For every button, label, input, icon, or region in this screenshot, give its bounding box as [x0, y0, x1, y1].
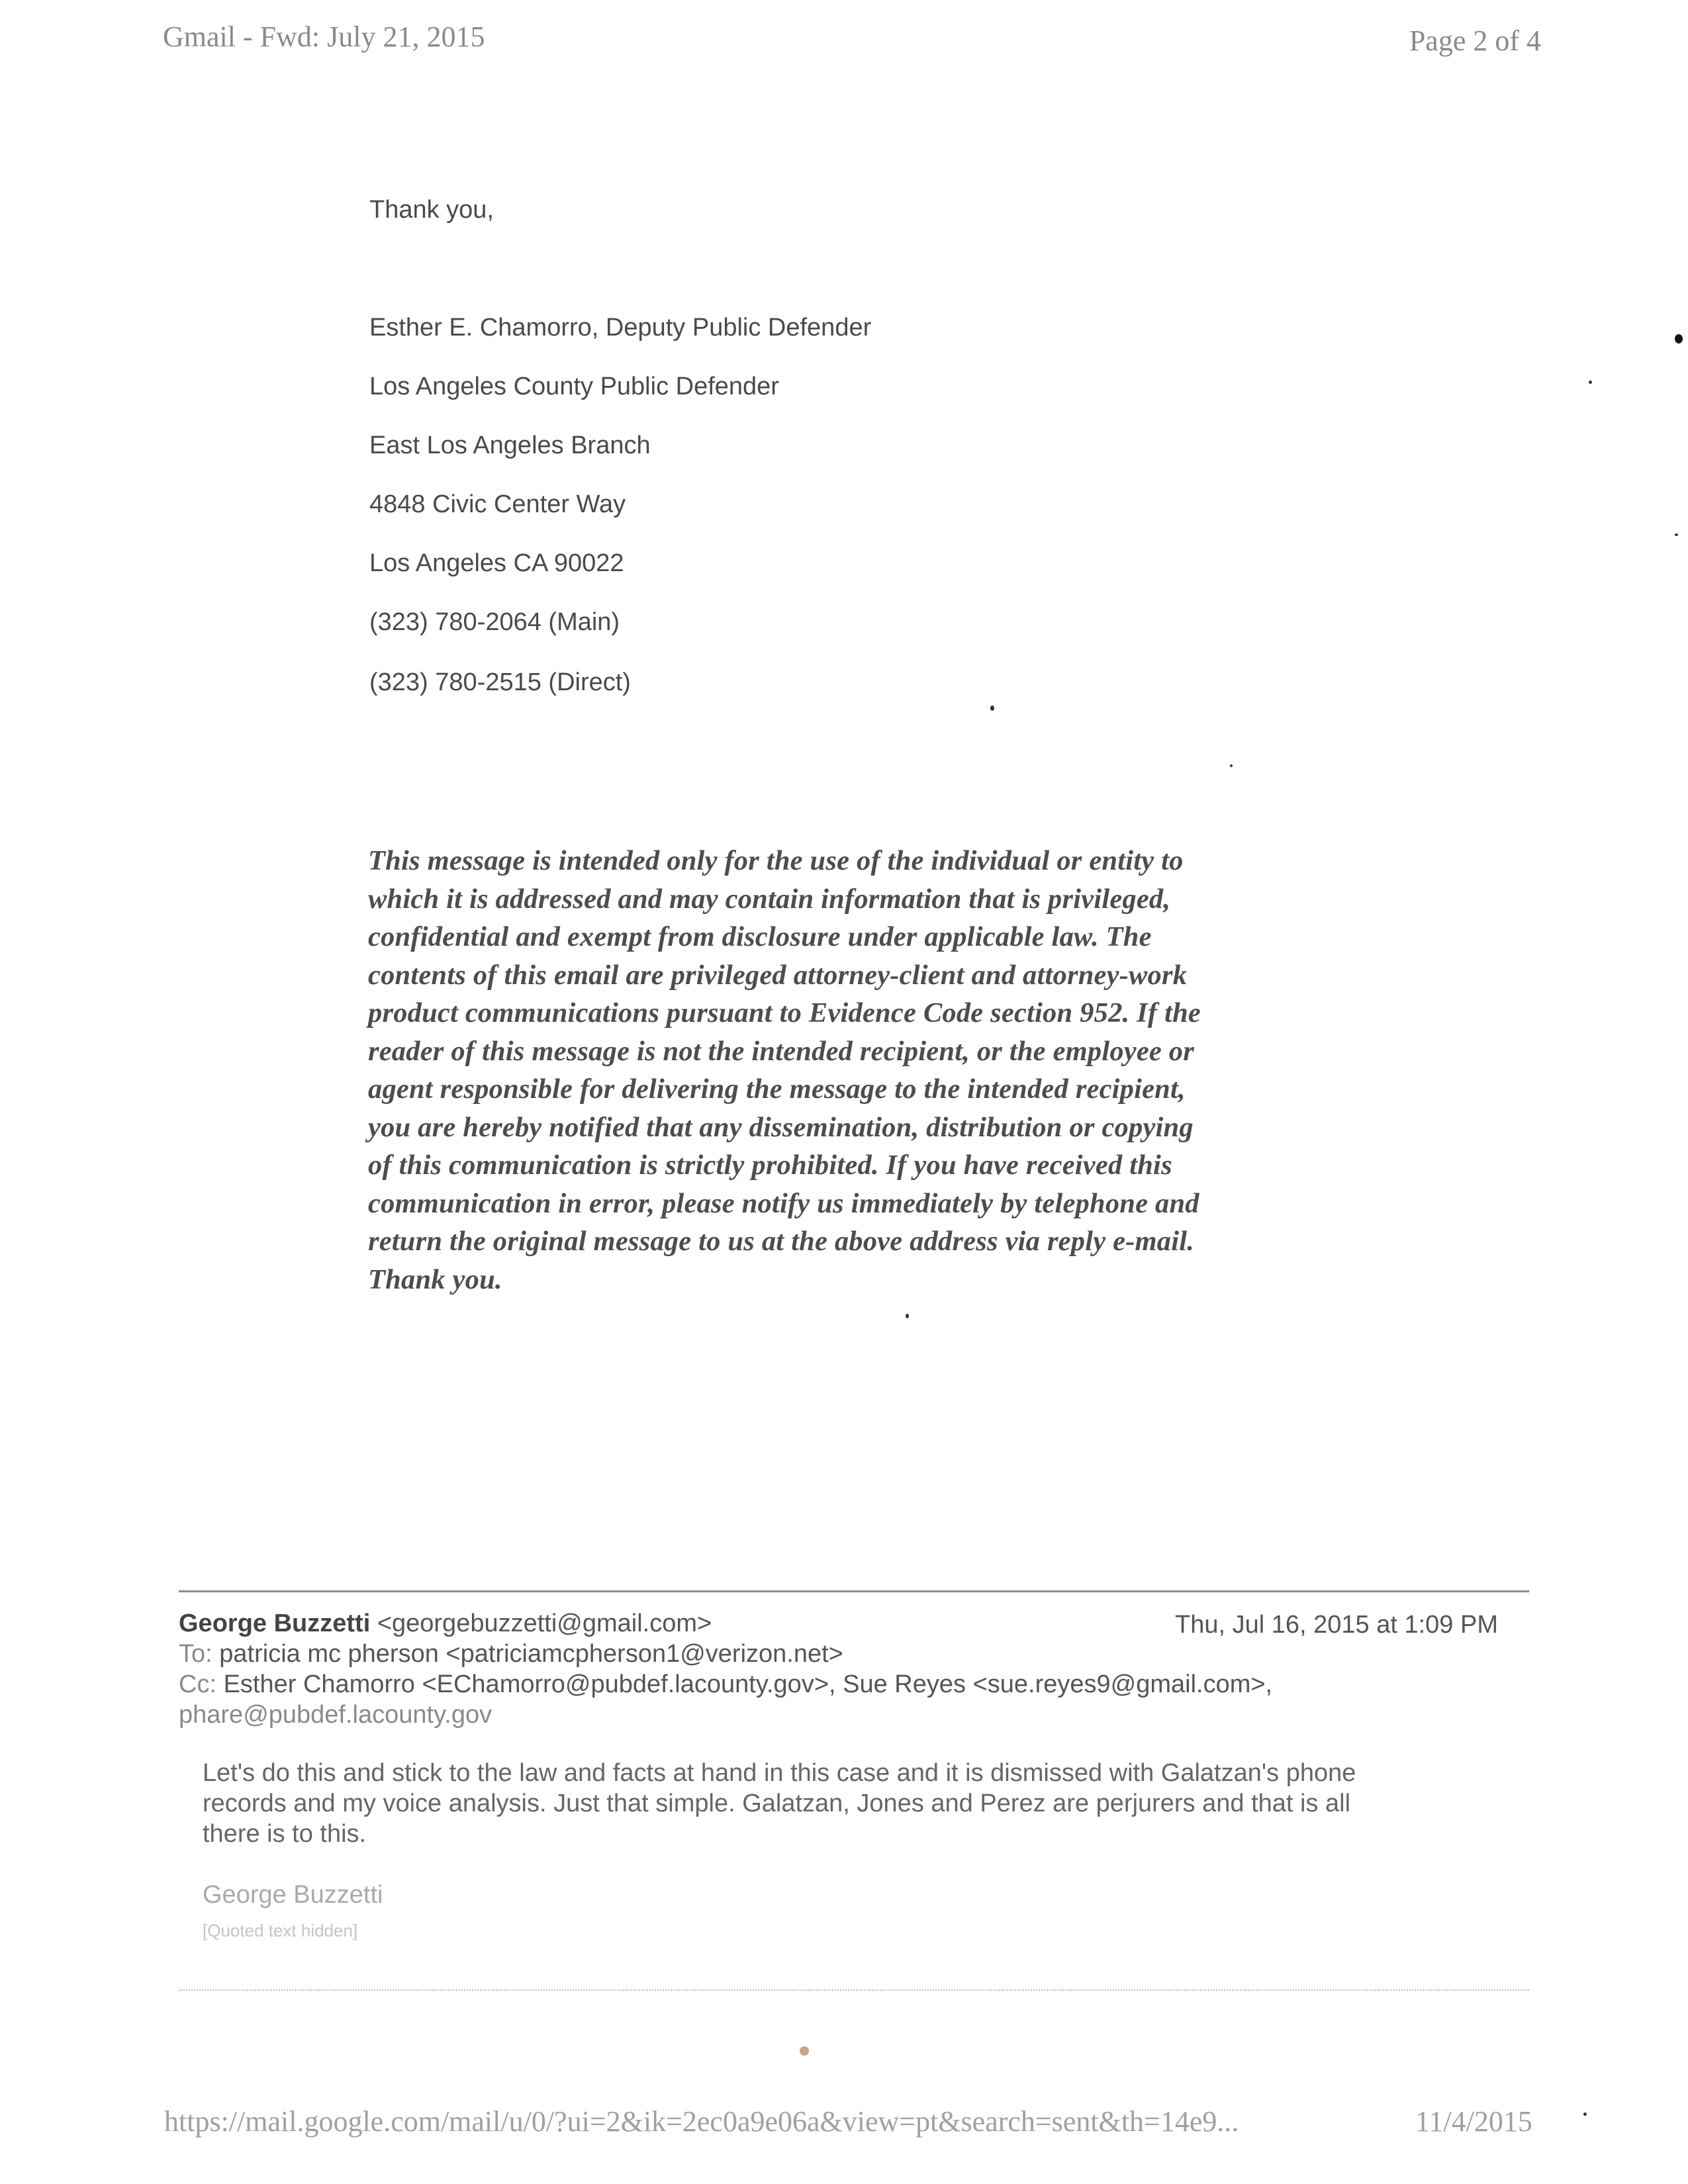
scan-speck — [990, 705, 994, 711]
disclaimer-line: Thank you. — [368, 1263, 502, 1295]
print-footer-url: https://mail.google.com/mail/u/0/?ui=2&ik=2ec0a9e06a&view=pt&search=sent&th=14e9... — [164, 2105, 1239, 2138]
print-footer-date: 11/4/2015 — [1415, 2105, 1532, 2138]
disclaimer-line: confidential and exempt from disclosure under applicable law. The — [368, 921, 1152, 952]
scan-speck — [1589, 381, 1592, 384]
quoted-text-hidden-link[interactable]: [Quoted text hidden] — [203, 1921, 358, 1940]
message-date: Thu, Jul 16, 2015 at 1:09 PM — [1175, 1611, 1498, 1639]
cc-label: Cc: — [179, 1670, 216, 1698]
signature-line-phone-direct: (323) 780-2515 (Direct) — [369, 668, 631, 696]
print-header-page-number: Page 2 of 4 — [1409, 24, 1541, 57]
message-end-divider — [179, 1989, 1529, 1991]
signature-line-phone-main: (323) 780-2064 (Main) — [369, 608, 620, 636]
closing-text: Thank you, — [369, 196, 494, 224]
disclaimer-line: This message is intended only for the use of the individual or entity to — [368, 845, 1184, 876]
scan-speck — [1230, 764, 1233, 767]
disclaimer-line: contents of this email are privileged attorney-client and attorney-work — [368, 959, 1188, 991]
message-body — [203, 1758, 1480, 1849]
disclaimer-line: you are hereby notified that any dissemination, distribution or copying — [368, 1111, 1194, 1143]
signature-line-office: Los Angeles County Public Defender — [369, 373, 779, 400]
disclaimer-line: return the original message to us at the above address via reply e-mail. — [368, 1226, 1195, 1257]
confidentiality-disclaimer — [368, 842, 1354, 1298]
sender-email: <georgebuzzetti@gmail.com> — [377, 1610, 712, 1637]
scan-speck — [906, 1314, 909, 1318]
scan-speck — [1675, 533, 1678, 536]
cc-row — [179, 1670, 1272, 1699]
scan-speck — [1583, 2113, 1587, 2116]
disclaimer-line: which it is addressed and may contain information that is privileged, — [368, 883, 1171, 915]
cc-value-continued: phare@pubdef.lacounty.gov — [179, 1701, 492, 1729]
scan-speck — [800, 2046, 809, 2056]
message-signature: George Buzzetti — [203, 1881, 383, 1909]
message-body-line: there is to this. — [203, 1820, 367, 1848]
scan-speck — [1675, 334, 1683, 343]
message-body-line: Let's do this and stick to the law and facts at hand in this case and it is dismissed with Galatzan's phone — [203, 1759, 1356, 1787]
message-sender — [179, 1610, 712, 1638]
signature-line-city: Los Angeles CA 90022 — [369, 549, 624, 577]
message-divider — [179, 1590, 1529, 1592]
to-row — [179, 1640, 843, 1668]
sender-name: George Buzzetti — [179, 1610, 371, 1637]
disclaimer-line: product communications pursuant to Evidence Code section 952. If the — [368, 997, 1201, 1028]
signature-line-name: Esther E. Chamorro, Deputy Public Defender — [369, 314, 872, 341]
to-value: patricia mc pherson <patriciamcpherson1@verizon.net> — [219, 1640, 843, 1668]
disclaimer-line: reader of this message is not the intended recipient, or the employee or — [368, 1035, 1194, 1067]
print-header-title: Gmail - Fwd: July 21, 2015 — [163, 21, 485, 53]
signature-line-branch: East Los Angeles Branch — [369, 432, 651, 459]
signature-line-street: 4848 Civic Center Way — [369, 490, 626, 518]
to-label: To: — [179, 1640, 212, 1668]
disclaimer-line: of this communication is strictly prohibited. If you have received this — [368, 1150, 1172, 1181]
cc-value: Esther Chamorro <EChamorro@pubdef.lacounty.gov>, Sue Reyes <sue.reyes9@gmail.com>, — [223, 1670, 1273, 1698]
disclaimer-line: agent responsible for delivering the message to the intended recipient, — [368, 1073, 1186, 1105]
message-body-line: records and my voice analysis. Just that simple. Galatzan, Jones and Perez are perjurers and that is all — [203, 1790, 1351, 1817]
disclaimer-line: communication in error, please notify us immediately by telephone and — [368, 1187, 1199, 1219]
